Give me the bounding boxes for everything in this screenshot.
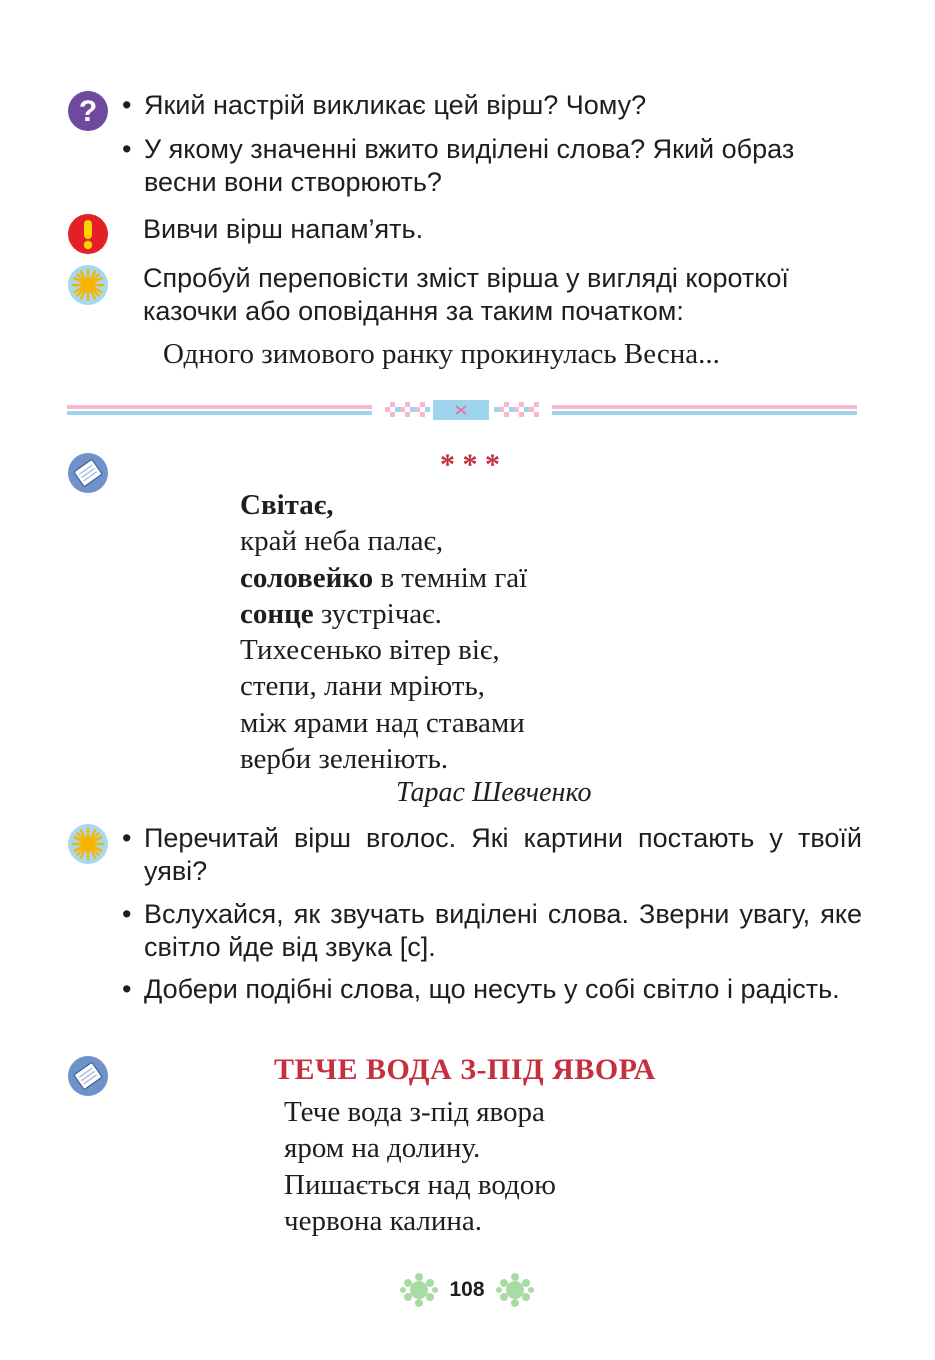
task-find-words [122,973,862,1006]
poem-2 [284,1094,556,1239]
book-icon [67,1055,109,1097]
question-1-text: Який настрій викликає цей вірш? Чому? [144,90,647,120]
bullet: • [122,823,132,853]
poem-1 [240,487,527,777]
question-2-text: У якому значенні вжито виділені слова? Який образ весни вони створюють? [144,134,795,197]
poem-text: Тихесенько вітер віє, [240,634,500,667]
retell-start: Одного зимового ранку прокинулась Весна... [163,338,720,370]
task-reread-text: Перечитай вірш вголос. Які картини постають у твоїй уяві? [144,823,862,886]
page-number-ornament-right [494,1270,536,1310]
poem-text: степи, лани мріють, [240,670,485,703]
poem-bold-word: соловейко [240,561,374,594]
bullet: • [122,90,132,120]
exclamation-icon [67,213,109,255]
bullet: • [122,974,132,1004]
sun-icon [67,264,109,306]
page-number-ornament-left [398,1270,440,1310]
poem-line: Тече вода з-під явора [284,1096,545,1128]
book-icon [67,452,109,494]
sun-icon [67,823,109,865]
poem-line: Пишається над водою [284,1168,556,1201]
poem-stars: * * * [440,448,500,481]
poem-line [240,596,527,632]
poem-bold-word: сонце [240,597,314,630]
svg-text:?: ? [78,95,98,128]
poem-line [240,705,527,741]
poem-line [240,632,527,668]
ornament-divider [67,400,857,422]
task-find-words-text: Добери подібні слова, що несуть у собі світло і радість. [144,974,840,1004]
poem-line [240,741,527,777]
poem-line [240,668,527,704]
poem-text: зустрічає. [313,597,442,630]
poem-2-title: ТЕЧЕ ВОДА З-ПІД ЯВОРА [274,1053,656,1086]
poem-text: між ярами над ставами [240,706,525,739]
task-reread [122,822,862,888]
poem-text: в темнім гаї [373,561,528,594]
question-2 [122,133,862,199]
poem-line [240,560,527,596]
poem-text: край неба палає, [240,525,444,558]
bullet: • [122,899,132,929]
poem-line [240,487,527,523]
poem-bold-word: Світає, [240,489,334,521]
poem-line: яром на долину. [284,1132,481,1165]
bullet: • [122,134,132,164]
poem-line: червона калина. [284,1204,483,1237]
poem-line [240,523,527,559]
poem-text: верби зеленіють. [240,743,449,776]
question-icon [67,90,109,132]
task-learn: Вивчи вірш напам’ять. [143,214,424,244]
task-listen-text: Вслухайся, як звучать виділені слова. Зверни увагу, яке світло йде від звука [с]. [144,899,862,962]
task-retell: Спробуй переповісти зміст вірша у вигляді короткої казочки або оповідання за таким початком: [143,263,789,326]
task-listen [122,898,862,964]
page-number: 108 [449,1278,485,1301]
poem-author: Тарас Шевченко [396,777,592,808]
question-1 [122,89,862,122]
